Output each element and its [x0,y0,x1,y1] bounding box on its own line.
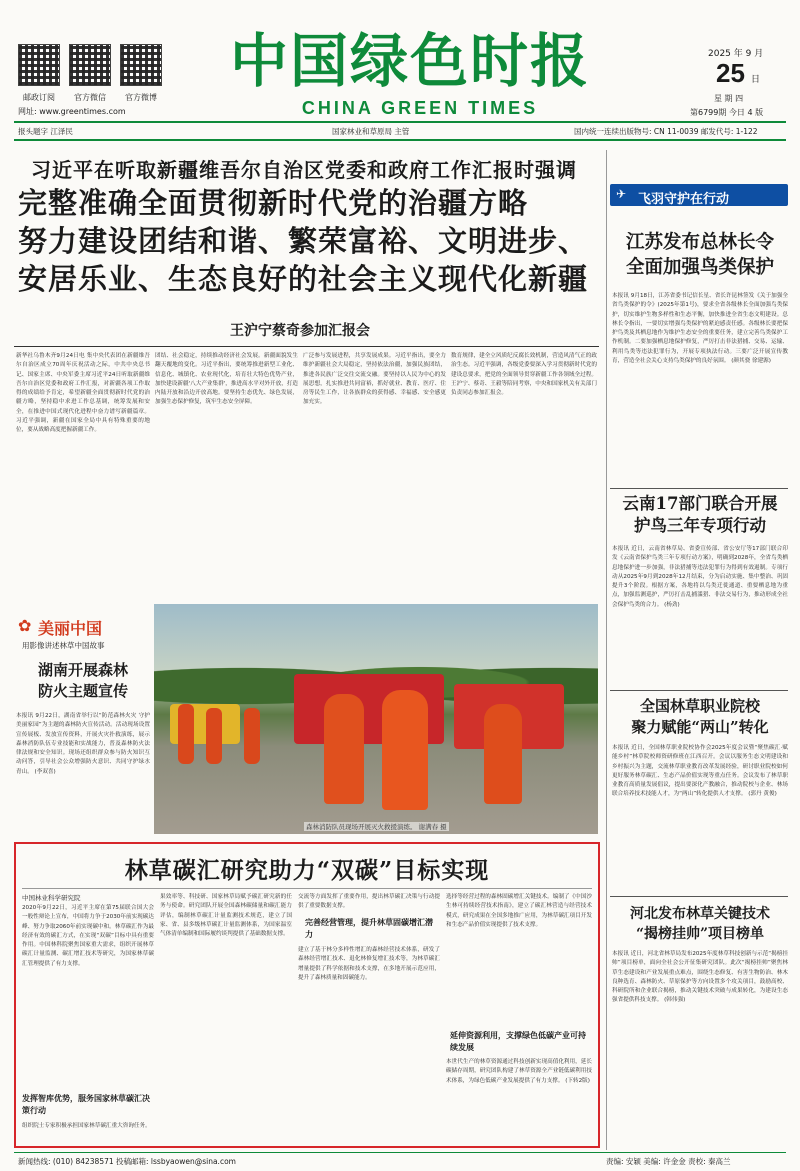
lead-subhead: 王沪宁蔡奇参加汇报会 [230,323,370,339]
publication-numbers: 国内统一连续出版物号: CN 11-0039 邮发代号: 1-122 [574,127,758,136]
story-headline-line: 云南17部门联合开展 [622,494,778,513]
rule [14,121,786,123]
story-headline [612,904,788,944]
rule [22,888,592,889]
lead-col-4: 数育规律，建全立风质纪反腐长效机制，营造风清气正的政治生态。习近平强调，各级党委要深入学习贯彻新时代党的建设总要求，把党的全面领导贯穿新疆工作各领域全过程。王沪宁、蔡奇、王毅等陪同考察，中央和国家机关有关部门负责同志参加汇报会。 [451,353,597,397]
feature-col-4: 选择等经营过程的森林固碳增汇关键技术。编制了《中国沙生林可持续经营技术指南》，建立了碳汇林营造与经营技术模式，研究成果在全国多地推广应用，为林草碳汇项目开发和生态产品价值实现提供了技术支撑。 [446,894,592,928]
story-headline [612,230,788,280]
brand-icon: ✿ [18,616,32,635]
feature-subhead: 延伸资源利用，支撑绿色低碳产业可持续发展 [450,1031,586,1052]
story-body: 本报讯 9月22日，湖南省举行以“防范森林火灾 守护美丽家园”为主题的森林防火宣传活动。活动现场设置宣传展板、发放宣传资料，开展火灾扑救演练，展示森林消防队伍专业技能和实战能力，普及森林防火法律法规和安全知识。现场还组织群众参与防火知识互动问答，引导社会公众增强防火意识、共同守护绿水青山。 (李双喜) [16,713,150,775]
story-headline-line: 全国林草职业院校 [639,697,760,715]
lead-col-1: 新华社乌鲁木齐9月24日电 集中央代表团在新疆维吾尔自治区成立70周年庆祝活动之际，中共中央总书记、国家主席、中央军委主席习近平24日听取新疆维吾尔自治区党委和政府工作汇报，对新疆各项工作取得的成绩给予肯定，希望新疆全面贯彻新时代党的治疆方略，坚持稳中求进工作总基调，统筹发展和安全，在推进中国式现代化进程中奋力谱写新疆篇章。习近平强调，新疆在国家全局中具有特殊重要的地位，要从战略高度把握新疆工作。 [16,353,150,434]
section-badge-label: 飞羽守护在行动 [638,192,730,207]
date-year-month: 2025 年 9 月 [708,49,764,59]
story-headline [16,660,150,702]
feature-col-3b: 建立了基于林分多样性增汇的森林经营技术体系，研发了森林经营增汇技术、退化林修复增汇技术等，为林草碳汇增量提供了科学依据和技术支撑，在多地开展示范应用，提升了森林质量和固碳能力。 [298,947,440,981]
story-body: 本报讯 近日，河北省林草局发布2025年度林草科技创新与示范“揭榜挂帅”项目榜单，面向全社会公开征集研究团队。此次“揭榜挂帅”聚焦林草生态建设和产业发展重点难点，围绕生态修复、有害生物防治、林木良种选育、森林防火、草原保护等方向设置多个攻关项目，鼓励高校、科研院所和企业联合揭榜，推动关键技术突破与成果转化，为建设生态强省提供科技支撑。 (韩伟强) [612,951,788,1004]
newspaper-title-en: CHINA GREEN TIMES [301,98,539,118]
date-day: 25 [716,58,745,88]
right-divider [606,150,607,1150]
section-badge [610,184,788,206]
brand-title: 美丽中国 [38,619,103,638]
photo-caption: 森林消防队员现场开展灭火救援演练。 谢满春 摄 [306,823,447,831]
rule [610,488,788,489]
story-headline-line: 护鸟三年专项行动 [634,516,766,535]
photo-person [484,704,522,804]
photo-person [324,694,364,804]
rule [610,690,788,691]
rule [610,896,788,897]
story-body: 本报讯 近日，云南省林草局、省委宣传部、省公安厅等17部门联合印发《云南省保护鸟类三年专项行动方案》，明确到2028年，全省鸟类栖息地保护进一步加强，非法猎捕等违法犯罪行为得到有效遏制。专项行动从2025年9月到2028年12月结束，分为启动实施、集中整治、巩固提升3个阶段。根据方案，各地将以鸟类迁徙通道、重要栖息地为重点，加强监测巡护，严厉打击乱捕滥猎、非法交易行为，推动形成全社会保护鸟类的合力。 (杨劲) [612,546,788,608]
photo-person [382,690,428,810]
brand-subtitle: 用影像讲述林草中国故事 [22,641,105,650]
lead-kicker: 习近平在听取新疆维吾尔自治区党委和政府工作汇报时强调 [31,158,577,182]
newspaper-title: 中国绿色时报 [229,27,590,95]
story-headline [612,493,788,537]
feature-col-2: 果效率等、科技研、国家林草局赋予碳汇研究新的任务与使命。研究团队开展全国森林碳储量和碳汇能力评估，编制林草碳汇计量监测技术规范，建立了国家、省、县多级林草碳汇计量监测体系，为国家温室气体清单编制和国际履约谈判提供了基础数据支撑。 [160,894,292,938]
qr-label: 邮政订阅 [23,93,55,102]
calligraphy-credit: 报头题字 江泽民 [18,127,73,136]
section-brand [16,614,150,654]
lead-headline-line: 安居乐业、生态良好的社会主义现代化新疆 [18,262,589,296]
qr-code-wechat[interactable] [69,44,111,86]
weekday: 星 期 四 [714,94,744,103]
story-headline-line: 全面加强鸟类保护 [625,257,774,278]
story-headline-line: 防火主题宣传 [37,682,128,700]
lead-col-3: 广泛参与发展进程，共享发展成果。习近平指出，要全力维护新疆社会大局稳定，坚持依法治疆，加强民族团结，推进各民族广泛交往交流交融。要坚持以人民为中心的发展思想，扎实推进共同富裕，抓好就业、教育、医疗、住房等民生工作，让各族群众的获得感、幸福感、安全感更加充实。 [303,353,446,406]
lead-col-2: 团结、社会稳定，持续推动经济社会发展。新疆面貌发生翻天覆地的变化。习近平指出，要统筹推进新型工业化、信息化、城镇化、农业现代化，培育壮大特色优势产业，加快建设新疆'八大产业集群'，推进高水平对外开放，打造内陆开放和沿边开放高地。要坚持生态优先、绿色发展，加强生态保护修复，筑牢生态安全屏障。 [155,353,298,406]
story-headline-line: 河北发布林草关键技术 [630,906,770,922]
feature-byline: 中国林业科学研究院 [22,894,81,902]
news-photo [154,604,598,834]
footer-contact: 新闻热线: (010) 84238571 投稿邮箱: lssbyaowen@sina.com [18,1157,236,1166]
rule [14,139,786,141]
footer-editors: 责编: 安颖 美编: 许金金 责校: 秦高兰 [606,1157,731,1166]
date-day-unit: 日 [751,75,761,85]
story-headline-line: 聚力赋能“两山”转化 [631,718,769,736]
feature-headline: 林草碳汇研究助力“双碳”目标实现 [124,857,490,884]
lead-headline-line: 努力建设团结和谐、繁荣富裕、文明进步、 [18,224,589,258]
photo-person [206,708,222,764]
qr-code-weibo[interactable] [120,44,162,86]
story-headline [612,696,788,738]
website[interactable]: 网址: www.greentimes.com [18,107,126,116]
story-headline-line: 江苏发布总林长令 [625,232,774,253]
bird-icon: ✈ [616,187,627,201]
story-body: 本报讯 9月18日，江苏省委书记信长星、省长许昆林签发《关于加强全省鸟类保护的令》(2025年第1号)，要求全省各级林长全面加强鸟类保护，切实维护生物多样性和生态平衡，加快推进全省生态文明建设。总林长令指出，一要切实增强鸟类保护的紧迫感责任感。各级林长要把保护鸟类及其栖息地作为维护生态安全的重要任务，建立完善鸟类保护工作机制。二要加强栖息地保护修复，严厉打击非法猎捕、交易、运输、利用鸟类等违法犯罪行为，开展专项执法行动。三要广泛开展宣传教育，营造全社会关心支持鸟类保护的良好氛围。 (颜其骁 徐建源) [612,293,788,365]
photo-person [178,704,194,764]
rule [14,1152,786,1153]
rule [14,346,599,347]
qr-label: 官方微信 [74,93,106,102]
story-headline-line: “揭榜挂帅”项目榜单 [635,926,765,942]
lead-headline [18,184,603,298]
story-headline-line: 湖南开展森林 [37,661,128,679]
story-body: 本报讯 近日，全国林草职业院校协作会2025年度会议暨“聚焦碳汇·赋能乡村”林草院校师资研修班在江西召开。会议以服务生态文明建设和乡村振兴为主题，交流林草职业教育改革发展经验，研讨职业院校如何更好服务林草碳汇、生态产品价值实现等重点任务。会议发布了林草职业教育高质量发展倡议，提出要深化产教融合，推动院校与企业、林场联合培养技术技能人才，为“两山”转化提供人才支撑。 (郭丹 黄俊) [612,745,788,798]
feature-subhead: 发挥智库优势，服务国家林草碳汇决策行动 [22,1094,150,1115]
feature-col-1b: 组织院士专家积极承担国家林草碳汇重大咨询任务。 [22,1123,151,1129]
qr-label: 官方微博 [125,93,157,102]
lead-headline-line: 完整准确全面贯彻新时代党的治疆方略 [18,186,529,220]
qr-code-subscribe[interactable] [18,44,60,86]
feature-col-1: 2020年9月22日，习近平主席在第75届联合国大会一般性辩论上宣布，中国将力争于2030年前实现碳达峰、努力争取2060年前实现碳中和。林草碳汇作为最经济有效的碳汇方式，在实现“双碳”目标中具有重要作用。中国林科院聚焦国家重大需求，组织开展林草碳汇计量监测、碳汇增汇技术等研究，为国家林草碳汇管理提供了有力支撑。 [22,905,154,967]
feature-col-4b: 本世代生产的林草资源通过科技创新实现高值化利用，延长碳储存周期，研究团队构建了林草资源全产业链低碳利用技术体系，为绿色低碳产业发展提供了有力支撑。 (下转2版) [446,1059,592,1084]
feature-col-3: 交流等方面发挥了重要作用，提出林草碳汇决策与行动提供了重要数据支撑。 [298,894,440,910]
photo-person [244,708,260,764]
info-bar [14,124,786,138]
issue-number: 第6799期 今日 4 版 [690,108,764,117]
feature-subhead: 完善经营管理，提升林草固碳增汇潜力 [305,918,433,939]
supervisor: 国家林业和草原局 主管 [332,127,410,136]
